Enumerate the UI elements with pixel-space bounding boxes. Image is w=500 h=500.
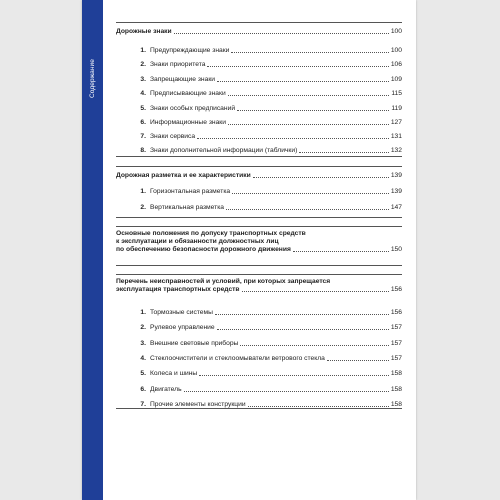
side-tab bbox=[82, 0, 103, 500]
toc-section-road-signs bbox=[116, 22, 402, 157]
toc-entry-page: 132 bbox=[390, 147, 402, 154]
dot-leader bbox=[240, 345, 388, 346]
toc-entry-title: Колеса и шины bbox=[150, 370, 198, 377]
toc-entry-number: 2. bbox=[140, 61, 146, 68]
dot-leader bbox=[217, 81, 389, 82]
toc-entry[interactable] bbox=[116, 147, 402, 155]
dot-leader bbox=[174, 33, 389, 34]
toc-entry-number: 6. bbox=[140, 119, 146, 126]
dot-leader bbox=[228, 95, 390, 96]
toc-entry-title: Знаки сервиса bbox=[150, 133, 196, 140]
toc-entry-page: 127 bbox=[390, 119, 402, 126]
toc-entry-title: Предписывающие знаки bbox=[150, 90, 226, 97]
toc-entry-number: 5. bbox=[140, 370, 146, 377]
dot-leader bbox=[226, 209, 389, 210]
toc-entry-number: 2. bbox=[140, 204, 146, 211]
toc-entry[interactable] bbox=[116, 401, 402, 409]
toc-entry[interactable] bbox=[116, 119, 402, 127]
toc-entry-title: Дорожные знаки bbox=[116, 28, 172, 35]
toc-entry-page: 158 bbox=[390, 370, 402, 377]
toc-entry-title: Знаки дополнительной информации (таблички) bbox=[150, 147, 298, 154]
toc-entry[interactable] bbox=[116, 61, 402, 69]
toc-entry-page: 119 bbox=[391, 105, 402, 112]
dot-leader bbox=[231, 52, 388, 53]
side-tab-label-wrap bbox=[82, 38, 103, 118]
dot-leader bbox=[232, 193, 389, 194]
toc-entry-title-line: к эксплуатации и обязанности должностных лиц bbox=[116, 238, 279, 245]
toc-entry-page: 100 bbox=[390, 28, 402, 35]
toc-entry-number: 7. bbox=[140, 133, 146, 140]
dot-leader bbox=[293, 251, 389, 252]
toc-entry-page: 100 bbox=[390, 47, 402, 54]
toc-entry-number: 4. bbox=[140, 355, 146, 362]
dot-leader bbox=[197, 138, 389, 139]
toc-entry-page: 115 bbox=[391, 90, 402, 97]
toc-entry-page: 157 bbox=[390, 324, 402, 331]
toc-section-malfunctions bbox=[116, 274, 402, 409]
toc-entry-title: Вертикальная разметка bbox=[150, 204, 224, 211]
toc-entry-title-line: по обеспечению безопасности дорожного движения bbox=[116, 246, 291, 253]
toc-entry-page: 139 bbox=[390, 172, 402, 179]
toc-entry[interactable] bbox=[116, 188, 402, 196]
toc-entry-number: 1. bbox=[140, 47, 146, 54]
toc-entry[interactable] bbox=[116, 340, 402, 348]
toc-entry-number: 1. bbox=[140, 309, 146, 316]
toc-entry-title: Стеклоочистители и стеклоомыватели ветрового стекла bbox=[150, 355, 325, 362]
toc-entry-page: 139 bbox=[390, 188, 402, 195]
toc-entry-page: 158 bbox=[390, 401, 402, 408]
toc-entry-page: 156 bbox=[390, 309, 402, 316]
toc-entry-page: 109 bbox=[390, 76, 402, 83]
toc-entry-page: 150 bbox=[390, 246, 402, 253]
toc-entry[interactable] bbox=[116, 105, 402, 113]
toc-entry-title: Знаки особых предписаний bbox=[150, 105, 236, 112]
toc-entry-title: Предупреждающие знаки bbox=[150, 47, 230, 54]
toc-entry-title: Дорожная разметка и ее характеристики bbox=[116, 172, 251, 179]
toc-entry[interactable] bbox=[116, 76, 402, 84]
toc-entry-title: Двигатель bbox=[150, 386, 182, 393]
toc-entry-title: Горизонтальная разметка bbox=[150, 188, 231, 195]
toc-entry[interactable] bbox=[116, 47, 402, 55]
toc-entry-page: 147 bbox=[390, 204, 402, 211]
toc-entry-title: Знаки приоритета bbox=[150, 61, 206, 68]
toc-section-road-marking bbox=[116, 166, 402, 218]
toc-entry-number: 4. bbox=[140, 90, 146, 97]
side-tab-label: Содержание bbox=[89, 58, 96, 98]
toc-section-admission-rules bbox=[116, 226, 402, 266]
toc-entry-page: 157 bbox=[390, 355, 402, 362]
toc-entry[interactable] bbox=[116, 386, 402, 394]
toc-entry-title-line: Основные положения по допуску транспортных средств bbox=[116, 230, 306, 237]
toc-entry-page: 158 bbox=[390, 386, 402, 393]
dot-leader bbox=[248, 406, 389, 407]
toc-entry[interactable] bbox=[116, 324, 402, 332]
toc-entry-title: Тормозные системы bbox=[150, 309, 213, 316]
toc-entry-page: 131 bbox=[390, 133, 402, 140]
toc-entry-number: 8. bbox=[140, 147, 146, 154]
dot-leader bbox=[215, 314, 389, 315]
toc-entry-title: Рулевое управление bbox=[150, 324, 215, 331]
toc-entry-number: 3. bbox=[140, 76, 146, 83]
toc-entry[interactable] bbox=[116, 230, 402, 254]
toc-entry-number: 5. bbox=[140, 105, 146, 112]
toc-entry-page: 156 bbox=[390, 286, 402, 293]
dot-leader bbox=[228, 124, 389, 125]
toc-entry[interactable] bbox=[116, 370, 402, 378]
dot-leader bbox=[327, 360, 389, 361]
toc-entry-number: 6. bbox=[140, 386, 146, 393]
toc-entry[interactable] bbox=[116, 309, 402, 317]
dot-leader bbox=[242, 291, 389, 292]
toc-entry[interactable] bbox=[116, 28, 402, 36]
toc-entry-number: 1. bbox=[140, 188, 146, 195]
toc-entry[interactable] bbox=[116, 204, 402, 212]
toc-entry-number: 2. bbox=[140, 324, 146, 331]
dot-leader bbox=[184, 391, 389, 392]
toc-entry-title: Прочие элементы конструкции bbox=[150, 401, 246, 408]
toc-entry-title: Внешние световые приборы bbox=[150, 340, 239, 347]
dot-leader bbox=[207, 66, 388, 67]
toc-entry-title-line: эксплуатация транспортных средств bbox=[116, 286, 240, 293]
toc-entry-page: 157 bbox=[390, 340, 402, 347]
toc-entry-number: 7. bbox=[140, 401, 146, 408]
toc-entry[interactable] bbox=[116, 133, 402, 141]
toc-entry-title: Запрещающие знаки bbox=[150, 76, 216, 83]
toc-entry-title-line: Перечень неисправностей и условий, при которых запрещается bbox=[116, 278, 331, 285]
dot-leader bbox=[237, 110, 389, 111]
dot-leader bbox=[199, 375, 389, 376]
toc-entry-number: 3. bbox=[140, 340, 146, 347]
toc-entry[interactable] bbox=[116, 90, 402, 98]
toc-entry-title: Информационные знаки bbox=[150, 119, 226, 126]
toc-entry[interactable] bbox=[116, 278, 402, 294]
dot-leader bbox=[299, 152, 389, 153]
dot-leader bbox=[253, 177, 389, 178]
toc-entry-page: 106 bbox=[390, 61, 402, 68]
toc-entry[interactable] bbox=[116, 355, 402, 363]
dot-leader bbox=[217, 329, 389, 330]
toc-entry[interactable] bbox=[116, 172, 402, 180]
